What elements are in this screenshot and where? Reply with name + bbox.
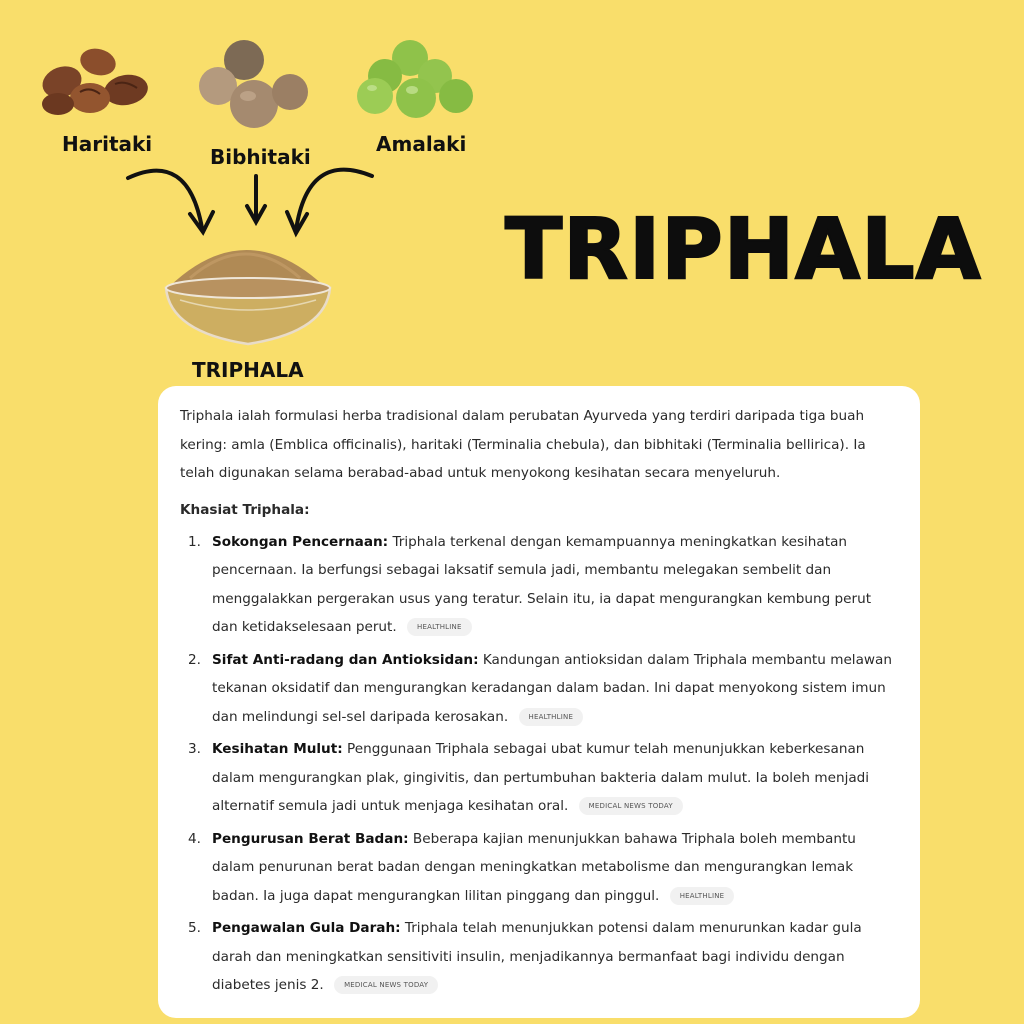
source-chip[interactable]: HEALTHLINE bbox=[670, 887, 735, 905]
benefit-text: Beberapa kajian menunjukkan bahawa Triphala boleh membantu dalam penurunan berat badan dengan meningkatkan metabolisme dan mengurangkan lemak badan. Ia juga dapat mengurangkan lilitan pinggang dan pinggul. bbox=[212, 830, 856, 904]
list-number: 5. bbox=[188, 920, 201, 936]
triphala-illustration bbox=[0, 0, 500, 390]
amalaki-fruit-icon bbox=[357, 40, 473, 118]
benefit-title: Pengurusan Berat Badan: bbox=[212, 830, 409, 847]
benefits-list bbox=[180, 528, 898, 1000]
benefit-text: Kandungan antioksidan dalam Triphala membantu melawan tekanan oksidatif dan mengurangkan keradangan dalam badan. Ini dapat menyokong sistem imun dan melindungi sel-sel daripada kerosakan. bbox=[212, 651, 892, 725]
info-card bbox=[158, 386, 920, 1018]
bowl-label: TRIPHALA bbox=[192, 358, 304, 382]
benefits-heading: Khasiat Triphala: bbox=[180, 501, 310, 518]
arrow-icon bbox=[287, 170, 372, 233]
benefit-title: Sifat Anti-radang dan Antioksidan: bbox=[212, 651, 479, 668]
ingredient-label-haritaki: Haritaki bbox=[62, 132, 153, 156]
list-number: 1. bbox=[188, 533, 201, 550]
arrow-icon bbox=[128, 171, 213, 232]
list-number: 3. bbox=[188, 741, 201, 757]
intro-paragraph: Triphala ialah formulasi herba tradisional dalam perubatan Ayurveda yang terdiri daripada tiga buah kering: amla (Emblica officinalis), haritaki (Terminalia chebula), dan bibhitaki (Terminalia bellirica). Ia telah digunakan selama berabad-abad untuk menyokong kesihatan secara menyeluruh. bbox=[180, 408, 866, 481]
source-chip[interactable]: MEDICAL NEWS TODAY bbox=[579, 797, 683, 815]
benefit-text: Penggunaan Triphala sebagai ubat kumur telah menunjukkan keberkesanan dalam mengurangkan plak, gingivitis, dan pertumbuhan bakteria dalam mulut. Ia boleh menjadi alternatif semula jadi untuk menjaga kesihatan oral. bbox=[212, 741, 870, 814]
list-item bbox=[180, 735, 898, 821]
list-item bbox=[180, 825, 898, 911]
benefit-title: Kesihatan Mulut: bbox=[212, 741, 343, 757]
page-title: TRIPHALA bbox=[505, 200, 982, 298]
bibhitaki-fruit-icon bbox=[199, 40, 308, 128]
benefit-title: Pengawalan Gula Darah: bbox=[212, 920, 401, 936]
arrow-icon bbox=[247, 176, 265, 222]
list-number: 4. bbox=[188, 830, 201, 847]
benefit-text: Triphala telah menunjukkan potensi dalam menurunkan kadar gula darah dan meningkatkan sensitiviti insulin, menjadikannya bermanfaat bagi individu dengan diabetes jenis 2. bbox=[212, 920, 862, 993]
source-chip[interactable]: HEALTHLINE bbox=[407, 618, 472, 636]
list-item bbox=[180, 528, 898, 642]
ingredient-label-amalaki: Amalaki bbox=[376, 132, 467, 156]
haritaki-fruit-icon bbox=[38, 45, 150, 115]
source-chip[interactable]: HEALTHLINE bbox=[519, 708, 584, 726]
source-chip[interactable]: MEDICAL NEWS TODAY bbox=[334, 976, 438, 994]
list-item bbox=[180, 646, 898, 732]
benefit-text: Triphala terkenal dengan kemampuannya meningkatkan kesihatan pencernaan. Ia berfungsi sebagai laksatif semula jadi, membantu melegakan sembelit dan menggalakkan pergerakan usus yang teratur. Selain itu, ia dapat mengurangkan kembung perut dan ketidakselesaan perut. bbox=[212, 533, 872, 635]
ingredient-label-bibhitaki: Bibhitaki bbox=[210, 145, 311, 169]
powder-bowl-icon bbox=[166, 250, 330, 344]
benefit-title: Sokongan Pencernaan: bbox=[212, 533, 389, 550]
list-number: 2. bbox=[188, 651, 201, 668]
list-item bbox=[180, 914, 898, 1000]
